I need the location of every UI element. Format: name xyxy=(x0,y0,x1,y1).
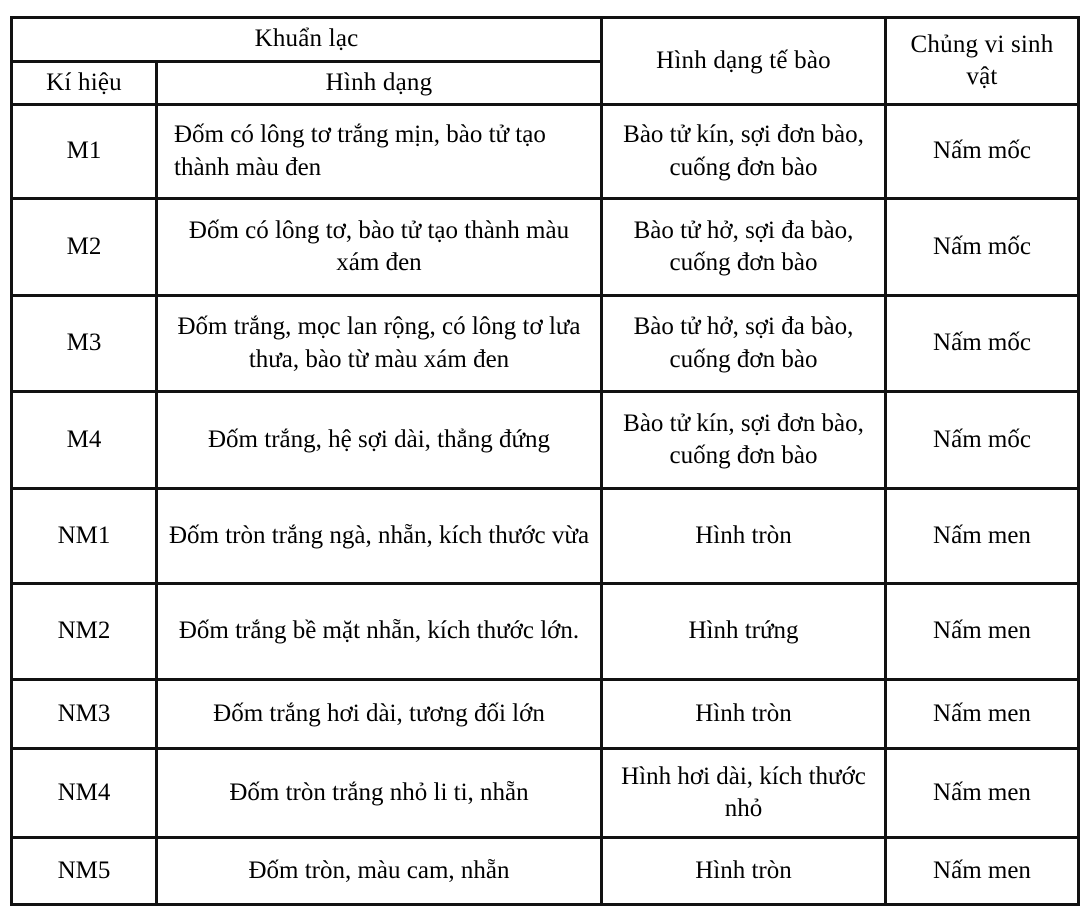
cell-cell-shape: Bào tử kín, sợi đơn bào, cuống đơn bào xyxy=(602,105,886,199)
colony-characteristics-table xyxy=(10,16,1080,906)
cell-strain: Nấm men xyxy=(886,584,1079,680)
cell-symbol: NM1 xyxy=(12,489,157,584)
table-header xyxy=(12,18,1079,105)
cell-cell-shape: Bào tử kín, sợi đơn bào, cuống đơn bào xyxy=(602,392,886,489)
header-shape: Hình dạng xyxy=(157,61,602,105)
header-row-group xyxy=(12,18,1079,62)
cell-colony-shape: Đốm trắng hơi dài, tương đối lớn xyxy=(157,680,602,749)
table-body xyxy=(12,105,1079,905)
header-strain: Chủng vi sinh vật xyxy=(886,18,1079,105)
cell-cell-shape: Bào tử hở, sợi đa bào, cuống đơn bào xyxy=(602,199,886,296)
table-row xyxy=(12,489,1079,584)
table-row xyxy=(12,749,1079,838)
table-row xyxy=(12,296,1079,392)
cell-strain: Nấm mốc xyxy=(886,296,1079,392)
table-row xyxy=(12,838,1079,905)
cell-colony-shape: Đốm tròn trắng ngà, nhẵn, kích thước vừa xyxy=(157,489,602,584)
header-group-colony: Khuẩn lạc xyxy=(12,18,602,62)
cell-symbol: M4 xyxy=(12,392,157,489)
cell-colony-shape: Đốm có lông tơ trắng mịn, bào tử tạo thành màu đen xyxy=(157,105,602,199)
cell-cell-shape: Hình tròn xyxy=(602,838,886,905)
header-symbol: Kí hiệu xyxy=(12,61,157,105)
cell-cell-shape: Hình tròn xyxy=(602,680,886,749)
cell-strain: Nấm mốc xyxy=(886,105,1079,199)
cell-colony-shape: Đốm có lông tơ, bào tử tạo thành màu xám đen xyxy=(157,199,602,296)
cell-cell-shape: Hình tròn xyxy=(602,489,886,584)
cell-symbol: NM3 xyxy=(12,680,157,749)
cell-colony-shape: Đốm tròn, màu cam, nhẵn xyxy=(157,838,602,905)
cell-strain: Nấm mốc xyxy=(886,199,1079,296)
cell-cell-shape: Hình trứng xyxy=(602,584,886,680)
cell-strain: Nấm mốc xyxy=(886,392,1079,489)
cell-symbol: M3 xyxy=(12,296,157,392)
cell-symbol: NM4 xyxy=(12,749,157,838)
cell-symbol: NM5 xyxy=(12,838,157,905)
table-row xyxy=(12,199,1079,296)
cell-colony-shape: Đốm trắng, mọc lan rộng, có lông tơ lưa thưa, bào từ màu xám đen xyxy=(157,296,602,392)
table-row xyxy=(12,584,1079,680)
cell-strain: Nấm men xyxy=(886,489,1079,584)
table-row xyxy=(12,680,1079,749)
cell-symbol: M2 xyxy=(12,199,157,296)
cell-strain: Nấm men xyxy=(886,749,1079,838)
cell-symbol: NM2 xyxy=(12,584,157,680)
cell-strain: Nấm men xyxy=(886,680,1079,749)
cell-cell-shape: Hình hơi dài, kích thước nhỏ xyxy=(602,749,886,838)
cell-colony-shape: Đốm trắng, hệ sợi dài, thẳng đứng xyxy=(157,392,602,489)
cell-colony-shape: Đốm trắng bề mặt nhẵn, kích thước lớn. xyxy=(157,584,602,680)
header-cell-shape: Hình dạng tế bào xyxy=(602,18,886,105)
cell-symbol: M1 xyxy=(12,105,157,199)
cell-colony-shape: Đốm tròn trắng nhỏ li ti, nhẵn xyxy=(157,749,602,838)
table-row xyxy=(12,105,1079,199)
cell-cell-shape: Bào tử hở, sợi đa bào, cuống đơn bào xyxy=(602,296,886,392)
cell-strain: Nấm men xyxy=(886,838,1079,905)
table-row xyxy=(12,392,1079,489)
